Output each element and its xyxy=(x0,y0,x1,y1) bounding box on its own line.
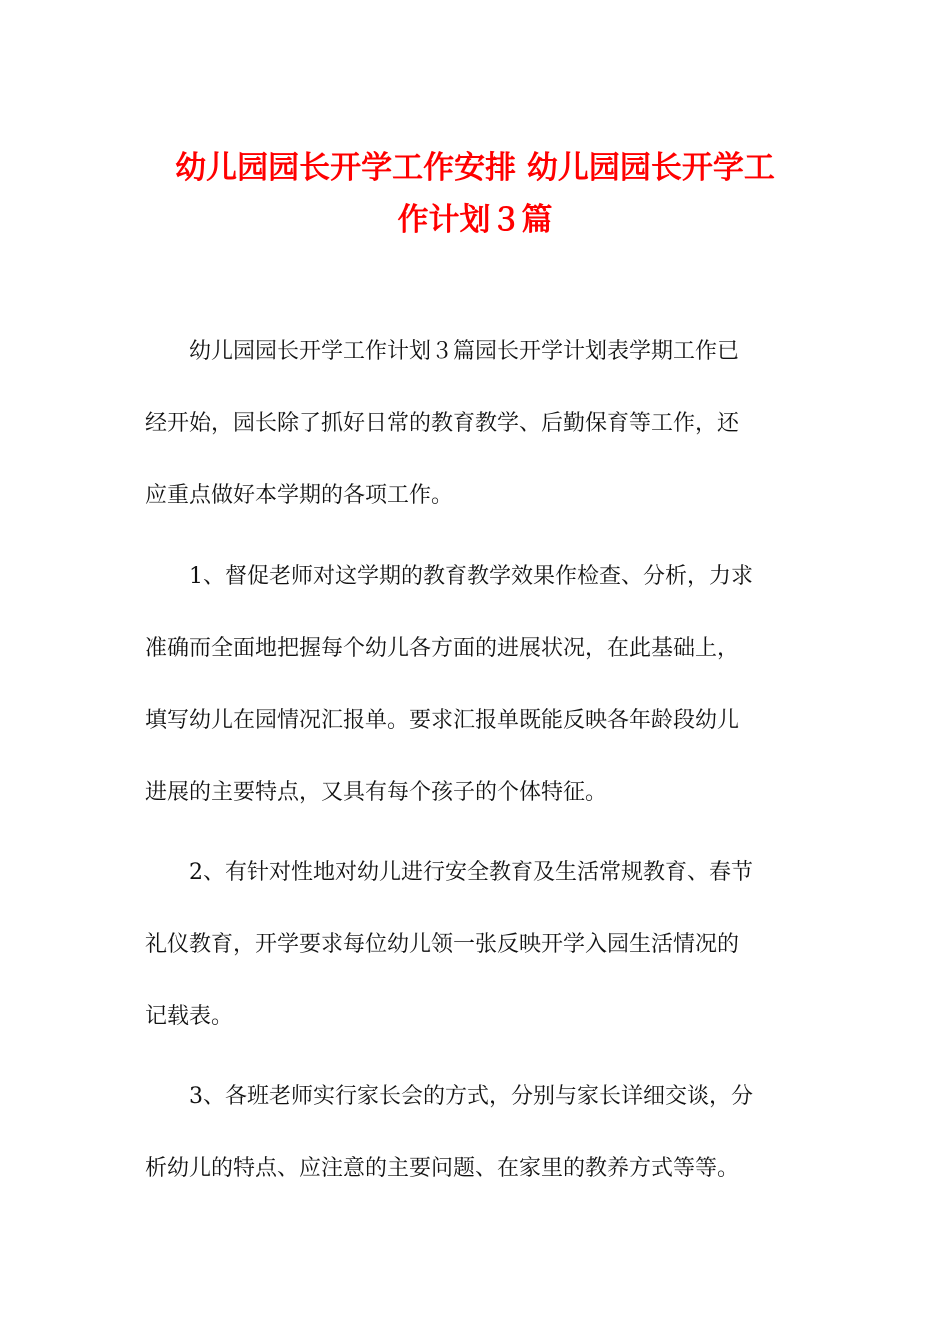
paragraph-line: 填写幼儿在园情况汇报单。要求汇报单既能反映各年龄段幼儿 xyxy=(145,708,740,733)
paragraph-line: 1、督促老师对这学期的教育教学效果作检查、分析，力求 xyxy=(189,564,753,589)
paragraph-line: 经开始，园长除了抓好日常的教育教学、后勤保育等工作，还 xyxy=(145,411,740,436)
paragraph-line: 礼仪教育，开学要求每位幼儿领一张反映开学入园生活情况的 xyxy=(145,932,740,957)
title-line: 作计划３篇 xyxy=(397,202,553,238)
item-2-paragraph xyxy=(145,837,805,1053)
paragraph-line: 进展的主要特点，又具有每个孩子的个体特征。 xyxy=(145,780,608,805)
title-line: 幼儿园园长开学工作安排 幼儿园园长开学工 xyxy=(175,150,775,186)
intro-paragraph xyxy=(145,316,805,532)
item-1-paragraph xyxy=(145,541,805,829)
document-title xyxy=(120,142,830,246)
paragraph-line: 准确而全面地把握每个幼儿各方面的进展状况，在此基础上， xyxy=(145,636,740,661)
paragraph-line: 2、有针对性地对幼儿进行安全教育及生活常规教育、春节 xyxy=(189,860,753,885)
item-3-paragraph xyxy=(145,1061,805,1205)
paragraph-line: 析幼儿的特点、应注意的主要问题、在家里的教养方式等等。 xyxy=(145,1156,740,1181)
paragraph-line: 记载表。 xyxy=(145,1004,234,1029)
paragraph-line: 幼儿园园长开学工作计划３篇园长开学计划表学期工作已 xyxy=(189,339,740,364)
paragraph-line: 应重点做好本学期的各项工作。 xyxy=(145,483,454,508)
paragraph-line: 3、各班老师实行家长会的方式，分别与家长详细交谈，分 xyxy=(189,1084,753,1109)
